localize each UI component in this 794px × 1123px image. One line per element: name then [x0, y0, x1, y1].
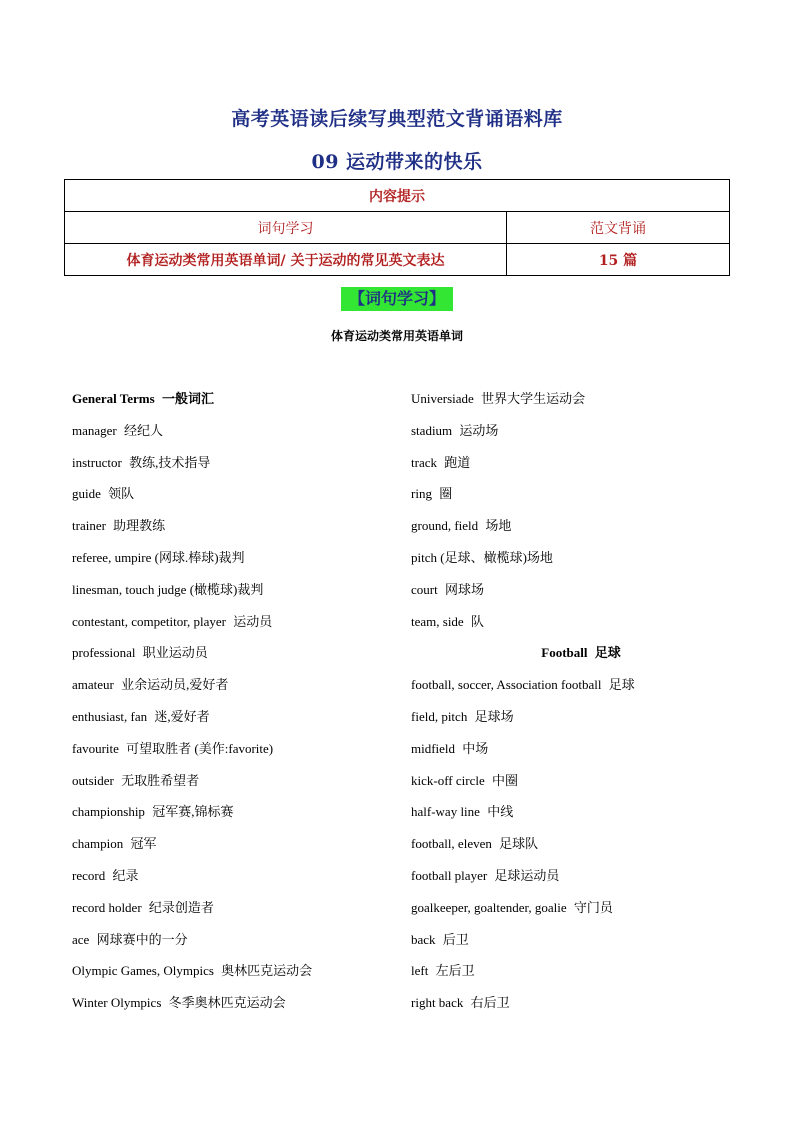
vocab-english: left [411, 963, 429, 979]
vocab-entry [72, 897, 392, 929]
vocab-chinese: 纪录 [109, 867, 139, 883]
vocab-chinese: 足球 [605, 677, 635, 693]
vocab-english: guide [72, 486, 101, 502]
vocab-english: contestant, competitor, player [72, 613, 226, 629]
vocab-english: football, soccer, Association football [411, 677, 602, 693]
vocab-entry [72, 452, 392, 484]
vocab-chinese: 一般词汇 [158, 391, 214, 406]
vocab-english: team, side [411, 613, 464, 629]
vocab-chinese: 网球赛中的一分 [93, 931, 188, 947]
vocab-chinese: 守门员 [570, 899, 613, 915]
vocab-entry [72, 483, 392, 515]
vocab-chinese: 教练,技术指导 [125, 454, 211, 470]
vocab-entry [411, 706, 731, 738]
vocab-english: court [411, 581, 438, 597]
vocab-english: record holder [72, 899, 142, 915]
vocab-chinese: 足球 [591, 645, 621, 661]
vocab-english: Universiade [411, 391, 474, 406]
vocab-entry [411, 611, 731, 643]
vocab-english: Winter Olympics [72, 995, 162, 1011]
vocab-chinese: 无取胜希望者 [117, 772, 200, 788]
vocab-chinese: 中线 [483, 804, 514, 820]
vocab-english: ace [72, 931, 90, 947]
content-summary-table [64, 179, 730, 276]
summary-col1-label: 词句学习 [65, 212, 507, 244]
vocab-chinese: 冠军 [127, 836, 157, 852]
vocab-chinese: 运动场 [456, 422, 499, 438]
vocab-english: championship [72, 804, 145, 820]
vocab-chinese: 中场 [459, 740, 489, 756]
vocab-chinese: 场地 [482, 518, 512, 534]
vocab-chinese: 网球场 [441, 581, 484, 597]
vocab-chinese: 奥林匹克运动会 [217, 963, 313, 979]
vocab-entry [411, 642, 751, 674]
vocab-chinese: 右后卫 [467, 995, 510, 1011]
vocab-chinese: 中圈 [488, 772, 519, 788]
summary-col2-value: 15 篇 [507, 244, 730, 276]
vocab-entry [72, 579, 392, 611]
vocab-entry [72, 801, 392, 833]
vocab-english: General Terms [72, 391, 155, 406]
vocab-entry [72, 770, 392, 802]
vocab-entry [411, 738, 731, 770]
vocab-entry [72, 420, 392, 452]
vocab-entry [72, 547, 392, 579]
summary-col1-value: 体育运动类常用英语单词/ 关于运动的常见英文表达 [65, 244, 507, 276]
vocab-english: right back [411, 995, 464, 1011]
vocab-english: goalkeeper, goaltender, goalie [411, 899, 567, 915]
vocab-entry [72, 388, 392, 420]
vocab-entry [72, 992, 392, 1024]
vocab-entry [411, 929, 731, 961]
summary-header: 内容提示 [65, 180, 730, 212]
vocab-chinese: 业余运动员,爱好者 [117, 677, 229, 693]
vocab-english: outsider [72, 772, 114, 788]
vocab-chinese: 足球运动员 [491, 867, 560, 883]
vocab-english: professional [72, 645, 136, 661]
vocab-entry [411, 547, 731, 579]
vocab-chinese: 迷,爱好者 [151, 708, 210, 724]
vocab-chinese: 职业运动员 [139, 645, 208, 661]
vocab-chinese: 冬季奥林匹克运动会 [165, 995, 286, 1011]
vocab-entry [72, 674, 392, 706]
vocab-entry [411, 579, 731, 611]
vocab-chinese: 冠军赛,锦标赛 [148, 804, 234, 820]
vocab-entry [72, 611, 392, 643]
vocab-chinese: 领队 [104, 486, 135, 502]
vocab-chinese: 跑道 [440, 454, 471, 470]
vocab-entry [411, 483, 731, 515]
vocab-entry [72, 833, 392, 865]
vocab-chinese: 运动员 [229, 613, 273, 629]
vocab-entry [411, 674, 731, 706]
vocab-chinese: 经纪人 [120, 422, 164, 438]
vocab-entry [411, 897, 731, 929]
vocab-entry [411, 992, 731, 1024]
vocab-chinese: 左后卫 [432, 963, 475, 979]
vocab-entry [411, 865, 731, 897]
vocab-chinese: 助理教练 [109, 518, 166, 534]
vocab-english: ground, field [411, 518, 479, 534]
vocab-entry [72, 642, 392, 674]
vocab-english: ring [411, 486, 432, 502]
vocab-right-column [411, 388, 731, 1024]
vocab-english: amateur [72, 677, 114, 693]
vocab-chinese: 圈 [435, 486, 453, 502]
vocab-chinese: 足球队 [495, 836, 539, 852]
vocab-english: kick-off circle [411, 772, 485, 788]
vocab-chinese: 队 [467, 613, 484, 629]
section-subheading: 体育运动类常用英语单词 [330, 329, 463, 343]
vocab-entry [72, 706, 392, 738]
vocab-entry [72, 960, 392, 992]
vocab-english: referee, umpire (网球.棒球)裁判 [72, 549, 245, 565]
vocab-entry [72, 515, 392, 547]
summary-col2-label: 范文背诵 [507, 212, 730, 244]
vocab-english: midfield [411, 740, 456, 756]
vocab-entry [72, 865, 392, 897]
vocab-english: champion [72, 836, 124, 852]
vocab-english: football, eleven [411, 836, 492, 852]
vocab-english: favourite [72, 740, 119, 756]
vocab-english: linesman, touch judge (橄榄球)裁判 [72, 581, 264, 597]
vocab-entry [411, 515, 731, 547]
vocab-english: football player [411, 867, 488, 883]
vocab-entry [411, 420, 731, 452]
section-tag: 【词句学习】 [341, 287, 453, 311]
vocab-english: field, pitch [411, 708, 468, 724]
vocab-english: half-way line [411, 804, 480, 820]
document-subtitle: 09 运动带来的快乐 [311, 151, 483, 173]
vocab-english: record [72, 867, 106, 883]
vocab-entry [411, 770, 731, 802]
vocab-chinese: 世界大学生运动会 [477, 391, 586, 406]
vocab-chinese: 可望取胜者 (美作:favorite) [122, 740, 274, 756]
vocab-english: instructor [72, 454, 122, 470]
vocab-english: back [411, 931, 436, 947]
vocab-english: Football [541, 645, 588, 661]
vocab-english: stadium [411, 422, 453, 438]
vocab-chinese: 后卫 [439, 931, 469, 947]
vocab-entry [72, 929, 392, 961]
vocab-chinese: 纪录创造者 [145, 899, 214, 915]
vocab-entry [72, 738, 392, 770]
vocab-entry [411, 960, 731, 992]
vocab-english: trainer [72, 518, 106, 534]
vocab-english: manager [72, 422, 117, 438]
vocab-entry [411, 833, 731, 865]
vocab-chinese: 足球场 [471, 708, 514, 724]
vocab-english: pitch (足球、橄榄球)场地 [411, 549, 553, 565]
document-title: 高考英语读后续写典型范文背诵语料库 [231, 108, 563, 130]
vocab-english: enthusiast, fan [72, 708, 148, 724]
vocab-entry [411, 388, 731, 420]
vocab-left-column [72, 388, 392, 1024]
vocab-entry [411, 452, 731, 484]
vocab-entry [411, 801, 731, 833]
vocab-english: track [411, 454, 437, 470]
vocab-english: Olympic Games, Olympics [72, 963, 214, 979]
